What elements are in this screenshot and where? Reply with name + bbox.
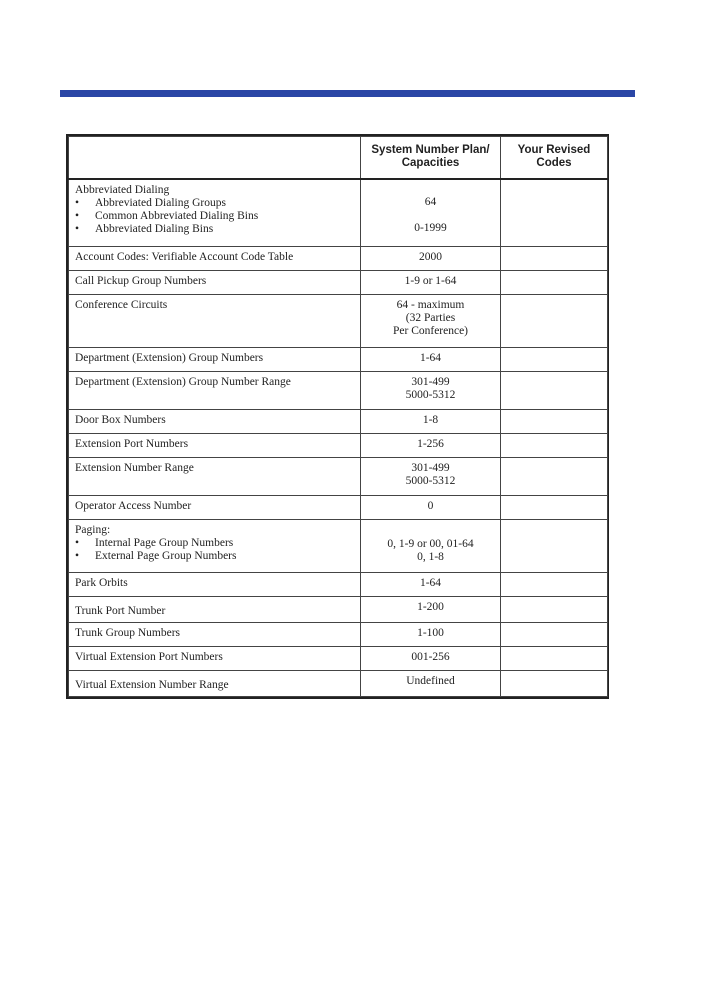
row-value: 001-256 xyxy=(361,647,501,671)
table-row xyxy=(69,496,608,520)
row-label: Virtual Extension Port Numbers xyxy=(69,647,361,671)
row-label: Abbreviated Dialing xyxy=(75,183,170,196)
row-label: Account Codes: Verifiable Account Code Table xyxy=(69,247,361,271)
table-row xyxy=(69,458,608,496)
row-label: Park Orbits xyxy=(69,573,361,597)
table-row xyxy=(69,179,608,247)
revised-code-cell[interactable] xyxy=(501,458,608,496)
row-value xyxy=(361,209,500,222)
revised-code-cell[interactable] xyxy=(501,573,608,597)
row-value: 5000-5312 xyxy=(405,475,456,487)
revised-code-cell[interactable] xyxy=(501,671,608,697)
table-row xyxy=(69,372,608,410)
table-row xyxy=(69,348,608,372)
row-label: Trunk Port Number xyxy=(69,597,361,623)
revised-code-cell[interactable] xyxy=(501,520,608,573)
row-value: 1-9 or 1-64 xyxy=(361,271,501,295)
table-row xyxy=(69,520,608,573)
row-label: Door Box Numbers xyxy=(69,410,361,434)
bullet-item: • External Page Group Numbers xyxy=(75,550,354,563)
row-label: Paging: xyxy=(75,524,111,536)
row-value: 1-100 xyxy=(361,623,501,647)
revised-code-cell[interactable] xyxy=(501,647,608,671)
row-value: 5000-5312 xyxy=(405,389,456,401)
table-header-row xyxy=(69,137,608,179)
bullet-list xyxy=(75,537,354,563)
bullet-item: • Abbreviated Dialing Groups xyxy=(75,197,354,210)
row-value: 0 xyxy=(361,496,501,520)
table-row xyxy=(69,671,608,697)
bullet-item: • Abbreviated Dialing Bins xyxy=(75,223,354,236)
revised-code-cell[interactable] xyxy=(501,295,608,348)
table-row xyxy=(69,623,608,647)
revised-code-cell[interactable] xyxy=(501,597,608,623)
row-label: Call Pickup Group Numbers xyxy=(69,271,361,295)
row-value: 64 xyxy=(424,195,437,208)
revised-code-cell[interactable] xyxy=(501,247,608,271)
row-value: Undefined xyxy=(361,671,501,697)
row-label: Extension Port Numbers xyxy=(69,434,361,458)
row-value: 0, 1-9 or 00, 01-64 xyxy=(387,538,474,550)
row-value: Per Conference) xyxy=(392,325,469,337)
table-row xyxy=(69,247,608,271)
row-value: 2000 xyxy=(361,247,501,271)
row-value: 0, 1-8 xyxy=(417,551,444,563)
row-value: (32 Parties xyxy=(405,312,456,324)
table-row xyxy=(69,647,608,671)
row-value: 0-1999 xyxy=(414,221,447,234)
header-feature xyxy=(69,137,361,179)
row-label: Extension Number Range xyxy=(69,458,361,496)
row-value: 1-64 xyxy=(361,348,501,372)
revised-code-cell[interactable] xyxy=(501,348,608,372)
row-value: 1-256 xyxy=(361,434,501,458)
table-row xyxy=(69,434,608,458)
revised-code-cell[interactable] xyxy=(501,271,608,295)
row-label: Operator Access Number xyxy=(69,496,361,520)
header-system-number-plan: System Number Plan/ Capacities xyxy=(361,137,501,179)
row-label: Conference Circuits xyxy=(69,295,361,348)
row-label: Department (Extension) Group Number Range xyxy=(69,372,361,410)
row-label: Trunk Group Numbers xyxy=(69,623,361,647)
table-row xyxy=(69,597,608,623)
table-row xyxy=(69,271,608,295)
bullet-item: • Internal Page Group Numbers xyxy=(75,537,354,550)
bullet-list xyxy=(75,197,354,236)
revised-code-cell[interactable] xyxy=(501,496,608,520)
row-value: 1-8 xyxy=(361,410,501,434)
header-rule xyxy=(60,90,635,97)
revised-code-cell[interactable] xyxy=(501,434,608,458)
bullet-item: • Common Abbreviated Dialing Bins xyxy=(75,210,354,223)
table-row xyxy=(69,295,608,348)
row-value: 1-64 xyxy=(361,573,501,597)
table-row xyxy=(69,410,608,434)
row-value: 301-499 xyxy=(411,462,450,474)
row-label: Virtual Extension Number Range xyxy=(69,671,361,697)
row-value: 1-200 xyxy=(361,597,501,623)
row-value: 301-499 xyxy=(411,376,450,388)
number-plan-table xyxy=(66,134,609,699)
revised-code-cell[interactable] xyxy=(501,410,608,434)
revised-code-cell[interactable] xyxy=(501,623,608,647)
table-row xyxy=(69,573,608,597)
row-label: Department (Extension) Group Numbers xyxy=(69,348,361,372)
row-value: 64 - maximum xyxy=(396,299,465,311)
revised-code-cell[interactable] xyxy=(501,372,608,410)
header-your-revised-codes: Your Revised Codes xyxy=(501,137,608,179)
revised-code-cell[interactable] xyxy=(501,179,608,247)
